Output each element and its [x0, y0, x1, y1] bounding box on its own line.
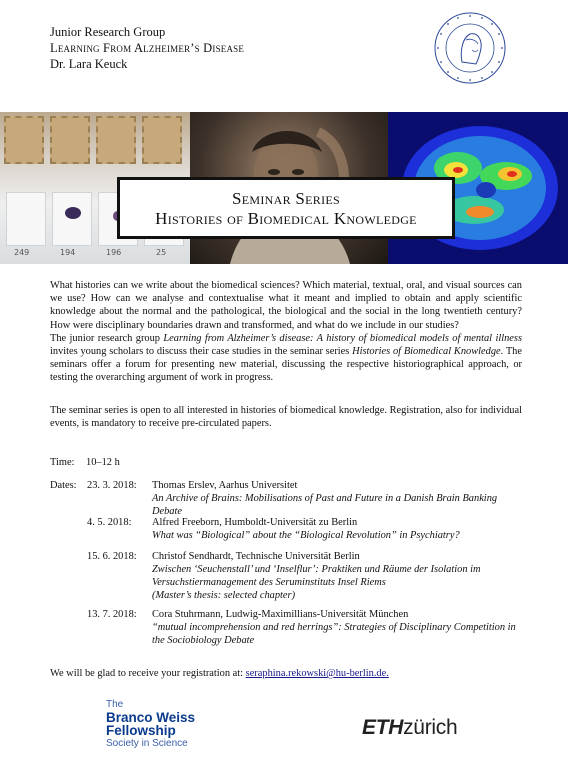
- label-card: [142, 116, 182, 164]
- bw-tagline: Society in Science: [106, 738, 188, 749]
- intro-paragraph-2: [50, 332, 522, 385]
- bw-name-2: Fellowship: [106, 723, 176, 738]
- intro-text-span: invites young scholars to discuss their case studies in the seminar series: [50, 346, 353, 358]
- label-card: [50, 116, 90, 164]
- slide-number: 249: [14, 248, 30, 257]
- event-entry: [152, 608, 522, 647]
- header: [50, 24, 244, 72]
- eth-zurich: zürich: [403, 716, 458, 739]
- slide-number: 194: [60, 248, 76, 257]
- dates-label: Dates:: [50, 480, 77, 491]
- title-line-2: Histories of Biomedical Knowledge: [155, 209, 417, 228]
- event-title: An Archive of Brains: Mobilisations of Past and Future in a Danish Brain Banking Debate: [152, 493, 498, 517]
- event-entry: [152, 479, 522, 518]
- series-title-italic: Histories of Biomedical Knowledge: [352, 346, 501, 358]
- slide-number: 25: [156, 248, 167, 257]
- event-title: Zwischen ‘Seuchenstall’ und ‘Inselflur’: Praktiken und Räume der Isolation im Versuchstiermanagement des Seruminstituts Insel Riems: [152, 564, 481, 588]
- title-line-1: Seminar Series: [231, 189, 341, 208]
- event-speaker: Christof Sendhardt, Technische Universität Berlin: [152, 551, 360, 562]
- event-title: “mutual incomprehension and red herrings”: Strategies of Disciplinary Competition in the Sociobiology Debate: [152, 622, 516, 646]
- intro-paragraph-1: What histories can we write about the biomedical sciences? Which material, textual, oral, and visual sources can we use? How can we analyse and contextualise what it meant and implied to obtain and apply scientific knowledge about the normal and the pathological, the biological and the social in the long twentieth century? How were disciplinary boundaries drawn and transformed, and what do we include in our studies?: [50, 280, 522, 331]
- intro-text-span: . The seminars offer a forum for presenting new material, discussing the respective historiographical approach, or testing the overarching argument of work in progress.: [50, 346, 522, 384]
- label-card: [96, 116, 136, 164]
- glass-slide: [6, 192, 46, 246]
- slide-number: 196: [106, 248, 122, 257]
- intro-text: [50, 279, 522, 385]
- header-project: Learning From Alzheimer’s Disease: [50, 41, 245, 55]
- registration-email-link[interactable]: seraphina.rekowski@hu-berlin.de.: [245, 668, 389, 679]
- glass-slide: [52, 192, 92, 246]
- eth-bold: ETH: [362, 716, 404, 739]
- time-value: 10–12 h: [86, 457, 120, 468]
- event-entry: [152, 550, 522, 602]
- event-note: (Master’s thesis: selected chapter): [152, 590, 296, 601]
- bw-name-1: Branco Weiss: [106, 710, 196, 725]
- event-date: 15. 6. 2018:: [87, 551, 137, 562]
- eth-zurich-logo: [362, 716, 457, 740]
- branco-weiss-logo: [106, 698, 195, 750]
- time-label: Time:: [50, 457, 75, 468]
- event-date: 23. 3. 2018:: [87, 480, 137, 491]
- event-date: 4. 5. 2018:: [87, 517, 132, 528]
- event-date: 13. 7. 2018:: [87, 609, 137, 620]
- humboldt-seal-logo: [432, 10, 508, 86]
- header-leader: Dr. Lara Keuck: [50, 57, 128, 71]
- label-card: [4, 116, 44, 164]
- event-speaker: Alfred Freeborn, Humboldt-Universität zu Berlin: [152, 517, 358, 528]
- registration-text: We will be glad to receive your registration at:: [50, 668, 246, 679]
- event-speaker: Thomas Erslev, Aarhus Universitet: [152, 480, 298, 491]
- event-title: What was “Biological” about the “Biological Revolution” in Psychiatry?: [152, 530, 460, 541]
- bw-the: The: [106, 699, 124, 710]
- event-entry: [152, 516, 522, 542]
- seminar-title-box: [117, 177, 455, 239]
- registration-line: [50, 667, 389, 680]
- project-title-italic: Learning from Alzheimer’s disease: A history of biomedical models of mental illness: [163, 332, 522, 344]
- intro-text-span: The junior research group: [50, 332, 164, 344]
- event-speaker: Cora Stuhrmann, Ludwig-Maximillians-Universität München: [152, 609, 409, 620]
- header-group: Junior Research Group: [50, 25, 166, 39]
- open-to-all-paragraph: The seminar series is open to all interested in histories of biomedical knowledge. Registration, also for individual events, is mandatory to receive pre-circulated papers.: [50, 405, 522, 430]
